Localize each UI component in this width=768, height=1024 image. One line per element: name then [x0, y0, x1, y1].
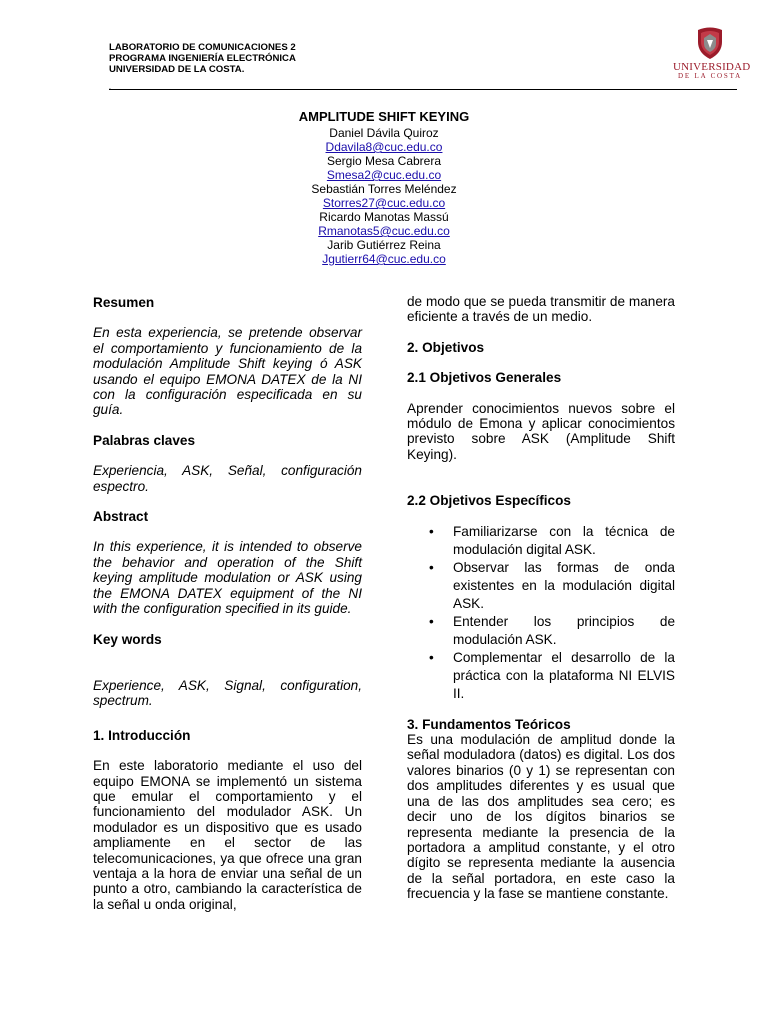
- author-name: Ricardo Manotas Massú: [319, 210, 449, 224]
- bullet-icon: •: [429, 559, 434, 575]
- author-name: Daniel Dávila Quiroz: [329, 126, 439, 140]
- author-email-link[interactable]: Storres27@cuc.edu.co: [322, 196, 446, 210]
- palabras-claves-text: Experiencia, ASK, Señal, configuración espectro.: [93, 463, 362, 494]
- list-item: [407, 559, 675, 613]
- resumen-heading: Resumen: [93, 295, 155, 310]
- list-item-text: Complementar el desarrollo de la práctica con la plataforma NI ELVIS II.: [453, 649, 675, 701]
- introduccion-heading: 1. Introducción: [93, 727, 191, 743]
- logo-wordmark: UNIVERSIDAD: [673, 61, 751, 73]
- left-column: [93, 294, 362, 912]
- author-email-link[interactable]: Smesa2@cuc.edu.co: [326, 168, 442, 182]
- header-rule: [109, 89, 737, 90]
- running-header: [109, 42, 296, 76]
- university-logo: [673, 26, 751, 88]
- resumen-text: En esta experiencia, se pretende observar el comportamiento y funcionamiento de la modulación Amplitude Shift keying ó ASK usando el equipo EMONA DATEX de la NI con la configuración especificada en su guía.: [93, 325, 362, 418]
- bullet-icon: •: [429, 613, 434, 629]
- list-item-text: Entender los principios de modulación ASK.: [453, 613, 675, 647]
- header-line-university: UNIVERSIDAD DE LA COSTA.: [109, 64, 245, 76]
- bullet-icon: •: [429, 523, 434, 539]
- objetivos-generales-heading: 2.1 Objetivos Generales: [407, 370, 562, 386]
- objetivos-generales-text: Aprender conocimientos nuevos sobre el módulo de Emona y aplicar conocimientos previsto sobre ASK (Amplitude Shift Keying).: [407, 400, 675, 462]
- introduccion-continued-text: de modo que se pueda transmitir de manera eficiente a través de un medio.: [407, 294, 675, 325]
- header-line-program: PROGRAMA INGENIERÍA ELECTRÓNICA: [109, 53, 296, 65]
- objetivos-especificos-heading: 2.2 Objetivos Específicos: [407, 493, 571, 509]
- author-email-link[interactable]: Rmanotas5@cuc.edu.co: [318, 224, 450, 238]
- key-words-text: Experience, ASK, Signal, configuration, spectrum.: [93, 677, 362, 709]
- author-name: Sergio Mesa Cabrera: [326, 154, 442, 168]
- key-words-heading: Key words: [93, 631, 162, 647]
- author-3: [184, 182, 584, 210]
- logo-subtitle: DE LA COSTA: [678, 72, 742, 80]
- abstract-text: In this experience, it is intended to observe the behavior and operation of the Shift keying amplitude modulation or ASK using the EMONA DATEX equipment of the NI with the configuration specified in its guide.: [93, 539, 362, 617]
- author-email-link[interactable]: Jgutierr64@cuc.edu.co: [322, 252, 446, 266]
- author-5: [184, 238, 584, 266]
- author-name: Sebastián Torres Meléndez: [311, 182, 457, 196]
- list-item: [407, 613, 675, 649]
- abstract-heading: Abstract: [93, 509, 149, 525]
- right-column: [407, 294, 675, 902]
- author-name: Jarib Gutiérrez Reina: [327, 238, 441, 252]
- fundamentos-text: Es una modulación de amplitud donde la señal moduladora (datos) es digital. Los dos valores binarios (0 y 1) se representan con dos amplitudes diferentes y es usual que una de las dos amplitudes sea cero; es decir uno de los dígitos binarios se representa mediante la presencia de la portadora a amplitud constante, y el otro dígito se representa mediante la ausencia de la señal portadora, en este caso la frecuencia y la fase se mantiene constante.: [407, 732, 675, 902]
- list-item: [407, 523, 675, 559]
- palabras-claves-heading: Palabras claves: [93, 432, 196, 448]
- author-email-link[interactable]: Ddavila8@cuc.edu.co: [325, 140, 443, 154]
- fundamentos-heading: 3. Fundamentos Teóricos: [407, 716, 571, 732]
- bullet-icon: •: [429, 649, 434, 665]
- author-1: [184, 126, 584, 154]
- list-item-text: Familiarizarse con la técnica de modulación digital ASK.: [453, 523, 675, 557]
- introduccion-text: En este laboratorio mediante el uso del equipo EMONA se implementó un sistema que emular el comportamiento y el funcionamiento del modulador ASK. Un modulador es un dispositivo que es usado ampliamente en el sector de las telecomunicaciones, ya que ofrece una gran ventaja a la hora de enviar una señal de un punto a otro, cambiando la característica de la señal u onda original,: [93, 758, 362, 912]
- paper-title: AMPLITUDE SHIFT KEYING: [298, 109, 470, 124]
- list-item-text: Observar las formas de onda existentes en la modulación digital ASK.: [453, 559, 675, 611]
- title-block: [184, 109, 584, 266]
- objetivos-heading: 2. Objetivos: [407, 339, 485, 355]
- objetivos-especificos-list: [407, 523, 675, 703]
- header-dot: .: [109, 84, 111, 91]
- author-4: [184, 210, 584, 238]
- list-item: [407, 649, 675, 703]
- header-line-lab: LABORATORIO DE COMUNICACIONES 2: [109, 42, 296, 53]
- author-2: [184, 154, 584, 182]
- shield-emblem-icon: [695, 26, 725, 60]
